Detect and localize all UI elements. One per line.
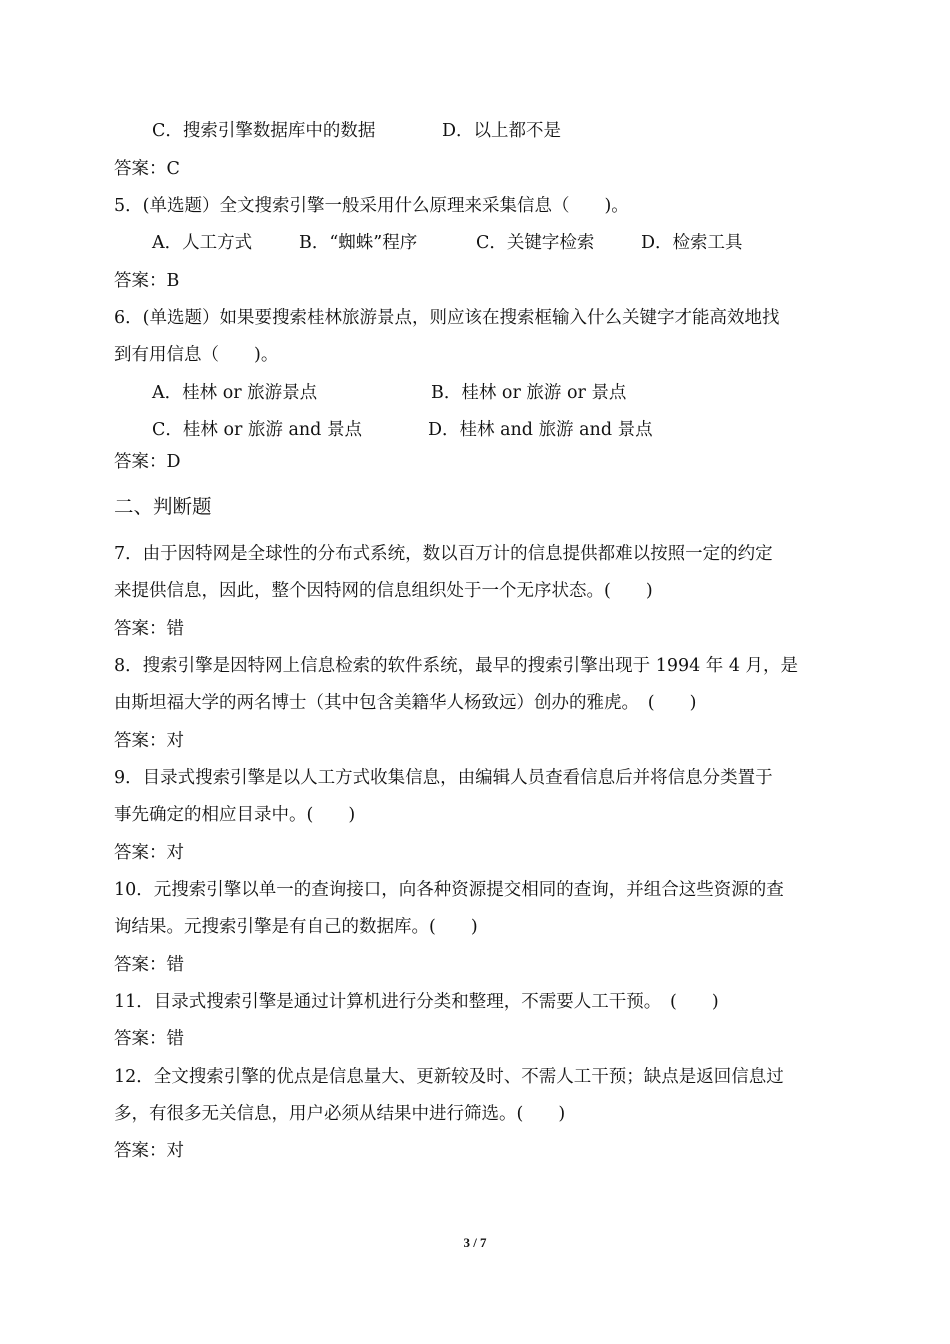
q5-option-a: A．人工方式 (152, 233, 253, 253)
q12-answer: 答案：对 (114, 1141, 184, 1161)
q8-answer: 答案：对 (114, 731, 184, 751)
q6-option-d: D．桂林 and 旅游 and 景点 (428, 420, 653, 440)
q9-line-1: 9．目录式搜索引擎是以人工方式收集信息，由编辑人员查看信息后并将信息分类置于 (114, 768, 773, 788)
q12-line-2: 多，有很多无关信息，用户必须从结果中进行筛选。( ) (114, 1104, 566, 1124)
q9-answer: 答案：对 (114, 843, 184, 863)
q9-line-2: 事先确定的相应目录中。( ) (114, 805, 356, 825)
q5-option-b: B．“蜘蛛”程序 (299, 233, 418, 253)
q4-option-c: C．搜索引擎数据库中的数据 (152, 121, 376, 141)
q7-answer: 答案：错 (114, 619, 184, 639)
q10-line-1: 10．元搜索引擎以单一的查询接口，向各种资源提交相同的查询，并组合这些资源的查 (114, 880, 784, 900)
page-number: 3 / 7 (463, 1235, 487, 1250)
q5-option-c: C．关键字检索 (476, 233, 595, 253)
q6-option-c: C．桂林 or 旅游 and 景点 (152, 420, 362, 440)
q11-answer: 答案：错 (114, 1029, 184, 1049)
q5-stem: 5．(单选题）全文搜索引擎一般采用什么原理来采集信息（ )。 (114, 196, 629, 216)
q4-option-d: D．以上都不是 (442, 121, 562, 141)
q7-line-1: 7．由于因特网是全球性的分布式系统，数以百万计的信息提供都难以按照一定的约定 (114, 544, 773, 564)
q11-line-1: 11．目录式搜索引擎是通过计算机进行分类和整理，不需要人工干预。 ( ) (114, 992, 719, 1012)
q6-answer: 答案：D (114, 452, 181, 472)
section-heading: 二、判断题 (114, 495, 212, 518)
q12-line-1: 12．全文搜索引擎的优点是信息量大、更新较及时、不需人工干预；缺点是返回信息过 (114, 1067, 784, 1087)
q4-answer: 答案：C (114, 159, 180, 179)
q7-line-2: 来提供信息，因此，整个因特网的信息组织处于一个无序状态。( ) (114, 581, 653, 601)
q10-answer: 答案：错 (114, 955, 184, 975)
q5-answer: 答案：B (114, 271, 180, 291)
q8-line-2: 由斯坦福大学的两名博士（其中包含美籍华人杨致远）创办的雅虎。 ( ) (114, 693, 697, 713)
q6-stem-line-2: 到有用信息（ )。 (114, 345, 279, 365)
q6-stem-line-1: 6．(单选题）如果要搜索桂林旅游景点，则应该在搜索框输入什么关键字才能高效地找 (114, 308, 780, 328)
q5-option-d: D．检索工具 (641, 233, 743, 253)
q10-line-2: 询结果。元搜索引擎是有自己的数据库。( ) (114, 917, 478, 937)
q6-option-b: B．桂林 or 旅游 or 景点 (431, 383, 627, 403)
q6-option-a: A．桂林 or 旅游景点 (152, 383, 318, 403)
q8-line-1: 8．搜索引擎是因特网上信息检索的软件系统，最早的搜索引擎出现于 1994 年 4 月，是 (114, 656, 799, 676)
